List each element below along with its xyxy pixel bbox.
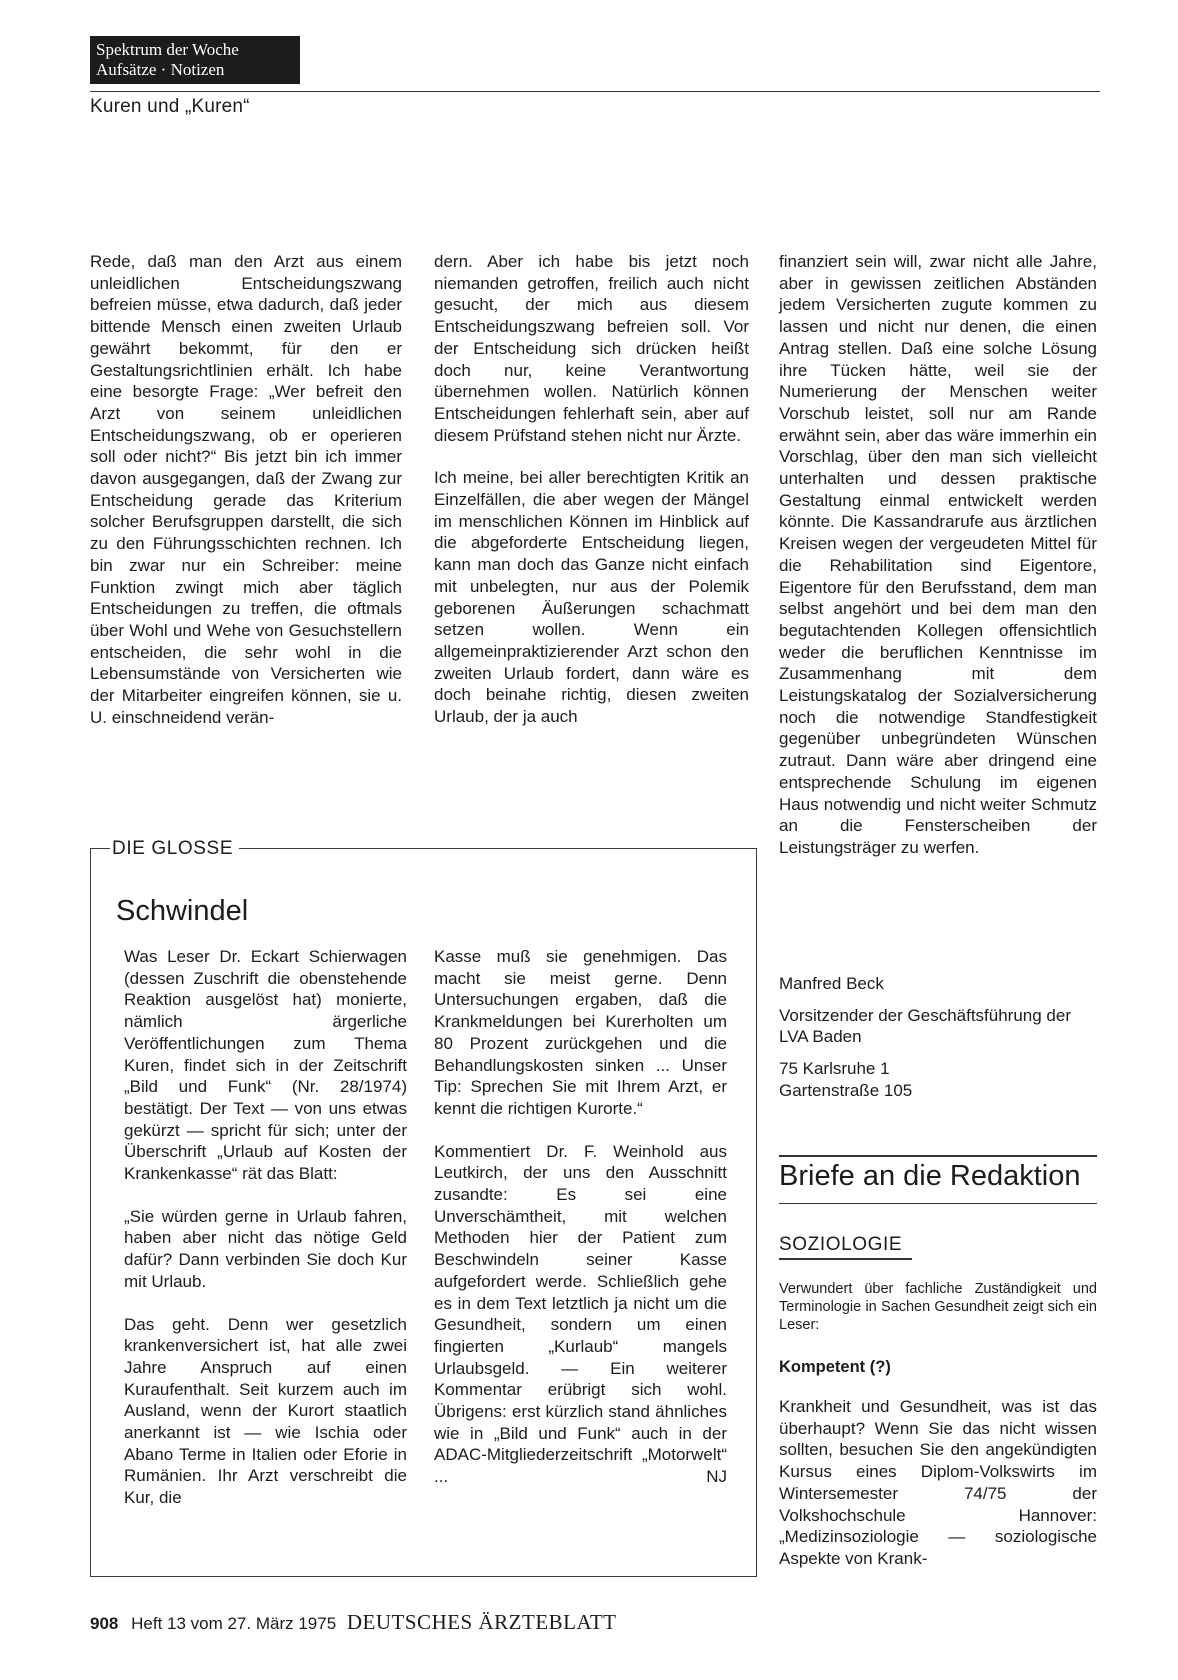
- letters-top-rule: [779, 1155, 1097, 1157]
- glosse-column-2: [434, 946, 727, 1488]
- glosse-text: Kommentiert Dr. F. Weinhold aus Leutkirch, der uns den Ausschnitt zusandte: Es sei eine Unverschämtheit, mit welchen Methoden hier der Patient zum Beschwindeln seiner Kasse aufgefordert werde. Schließlich gehe es in dem Text letztlich ja nicht um die Gesundheit, sondern um einen fingierten „Kurlaub“ mangels Urlaubsgeld. — Ein weiterer Kommentar erübrigt sich wohl. Übrigens: erst kürzlich stand ähnliches wie in „Bild und Funk“ auch in der ADAC-Mitgliederzeitschrift „Motorwelt“ ...: [434, 1141, 727, 1487]
- author-role: Vorsitzender der Geschäftsführung der LVA Baden: [779, 1005, 1071, 1047]
- author-name: Manfred Beck: [779, 974, 884, 993]
- letters-bottom-rule: [779, 1203, 1097, 1204]
- glosse-paragraph: „Sie würden gerne in Urlaub fahren, haben aber nicht das nötige Geld dafür? Dann verbinden Sie doch Kur mit Urlaub.: [124, 1206, 407, 1291]
- letter-paragraph: Krankheit und Gesundheit, was ist das überhaupt? Wenn Sie das nicht wissen sollten, besuchen Sie den angekündigten Kursus eines Diplom-Volkswirts im Wintersemester 74/75 der Volkshochschule Hannover: „Medizinsoziologie — soziologische Aspekte von Krank-: [779, 1397, 1097, 1568]
- glosse-label: DIE GLOSSE: [110, 838, 239, 860]
- article-column-1: [90, 251, 402, 728]
- article-column-3: [779, 251, 1097, 859]
- glosse-title: Schwindel: [116, 895, 249, 927]
- letter-body: [779, 1396, 1097, 1570]
- article-kicker: Kuren und „Kuren“: [90, 96, 250, 117]
- glosse-column-1: [124, 946, 407, 1509]
- address-line-2: Gartenstraße 105: [779, 1080, 913, 1100]
- letters-section-label: SOZIOLOGIE: [779, 1234, 903, 1255]
- letters-intro: Verwundert über fachliche Zuständigkeit und Terminologie in Sachen Gesundheit zeigt sich ein Leser:: [779, 1281, 1097, 1333]
- author-signature: [779, 973, 1097, 1102]
- letter-subheading: Kompetent (?): [779, 1358, 891, 1376]
- article-paragraph: dern. Aber ich habe bis jetzt noch niemanden getroffen, freilich auch nicht gesucht, der mich aus diesem Entscheidungszwang befreien soll. Vor der Entscheidung sich drücken heißt doch nur, keine Verantwortung übernehmen wollen. Natürlich können Entscheidungen fehlerhaft sein, aber auf diesem Prüfstand stehen nicht nur Ärzte.: [434, 252, 749, 445]
- address-line-1: 75 Karlsruhe 1: [779, 1059, 890, 1079]
- article-paragraph: Ich meine, bei aller berechtigten Kritik an Einzelfällen, die aber wegen der Mängel im menschlichen Können im Hinblick auf die abgeforderte Entscheidung liegen, kann man doch das Ganze nicht einfach mit unbelegten, nur aus der Polemik geborenen Äußerungen schachmatt setzen wollen. Wenn ein allgemeinpraktizierender Arzt schon den zweiten Urlaub fordert, dann wäre es doch beinahe richtig, diesen zweiten Urlaub, der ja auch: [434, 468, 749, 727]
- section-header-line2: Aufsätze · Notizen: [96, 60, 225, 79]
- section-header-badge: [90, 36, 300, 84]
- article-column-2: [434, 251, 749, 728]
- section-label-underline: [779, 1258, 912, 1260]
- article-paragraph: Rede, daß man den Arzt aus einem unleidlichen Entscheidungszwang befreien müsse, etwa dadurch, daß jeder bittende Mensch einen zweiten Urlaub gewährt bekommt, für den er Gestaltungsrichtlinien erhält. Ich habe eine besorgte Frage: „Wer befreit den Arzt von seinem unleidlichen Entscheidungszwang, ob er operieren soll oder nicht?“ Bis jetzt bin ich immer davon ausgegangen, daß der Zwang zur Entscheidung gerade das Kriterium solcher Berufsgruppen darstellt, die sich zu den Führungsschichten rechnen. Ich bin zwar nur ein Schreiber: meine Funktion zwingt mich aber täglich Entscheidungen zu treffen, die oftmals über Wohl und Wehe von Gesuchstellern entscheiden, die sehr wohl in die Lebensumstände von Versicherten wie der Mitarbeiter eingreifen können, sie u. U. einschneidend verän-: [90, 252, 402, 727]
- header-divider: [90, 91, 1100, 92]
- page-footer: [90, 1610, 616, 1635]
- glosse-paragraph: Was Leser Dr. Eckart Schierwagen (dessen Zuschrift die obenstehende Reaktion ausgelöst hat) monierte, nämlich ärgerliche Veröffentlichungen zum Thema Kuren, findet sich in der Zeitschrift „Bild und Funk“ (Nr. 28/1974) bestätigt. Der Text — von uns etwas gekürzt — spricht für sich; unter der Überschrift „Urlaub auf Kosten der Krankenkasse“ rät das Blatt:: [124, 947, 407, 1184]
- glosse-paragraph: Das geht. Denn wer gesetzlich krankenversichert ist, hat alle zwei Jahre Anspruch auf einen Kuraufenthalt. Seit kurzem auch im Ausland, wenn der Kurort staatlich anerkannt ist — wie Ischia oder Abano Terme in Italien oder Eforie in Rumänien. Ihr Arzt verschreibt die Kur, die: [124, 1314, 407, 1508]
- glosse-paragraph: Kasse muß sie genehmigen. Das macht sie meist gerne. Denn Untersuchungen ergaben, daß die Krankmeldungen bei Kurerholten um 80 Prozent zurückgehen und die Behandlungskosten sinken ... Unser Tip: Sprechen Sie mit Ihrem Arzt, er kennt die richtigen Kurorte.“: [434, 947, 727, 1118]
- article-paragraph: finanziert sein will, zwar nicht alle Jahre, aber in gewissen zeitlichen Abständen jedem Versicherten zugute kommen zu lassen und nicht nur denen, die einen Antrag stellen. Daß eine solche Lösung ihre Tücken hätte, weil sie der Numerierung der Menschen weiter Vorschub leistet, soll nur am Rande erwähnt sein, aber das wäre immerhin ein Vorschlag, über den man sich vielleicht unterhalten und dessen praktische Gestaltung einmal entwickelt werden könnte. Die Kassandrarufe aus ärztlichen Kreisen wegen der vergeudeten Mittel für die Rehabilitation sind Eigentore, Eigentore für den Berufsstand, dem man selbst angehört und bei dem man den begutachtenden Kollegen offensichtlich weder die beruflichen Kenntnisse im Zusammenhang mit dem Leistungskatalog der Sozialversicherung noch die notwendige Standfestigkeit gegenüber unbegründeten Wünschen zutraut. Dann wäre aber dringend eine entsprechende Schulung im eigenen Haus notwendig und nicht weiter Schmutz an die Fensterscheiben der Leistungsträger zu werfen.: [779, 252, 1097, 857]
- author-address: [779, 1058, 1097, 1101]
- page-number: 908: [90, 1614, 119, 1633]
- issue-info: Heft 13 vom 27. März 1975: [131, 1614, 337, 1633]
- glosse-paragraph: [434, 1141, 727, 1488]
- letters-title: Briefe an die Redaktion: [779, 1160, 1081, 1192]
- journal-name: DEUTSCHES ÄRZTEBLATT: [346, 1610, 617, 1634]
- section-header-line1: Spektrum der Woche: [96, 40, 239, 59]
- glosse-initials: NJ: [706, 1467, 727, 1487]
